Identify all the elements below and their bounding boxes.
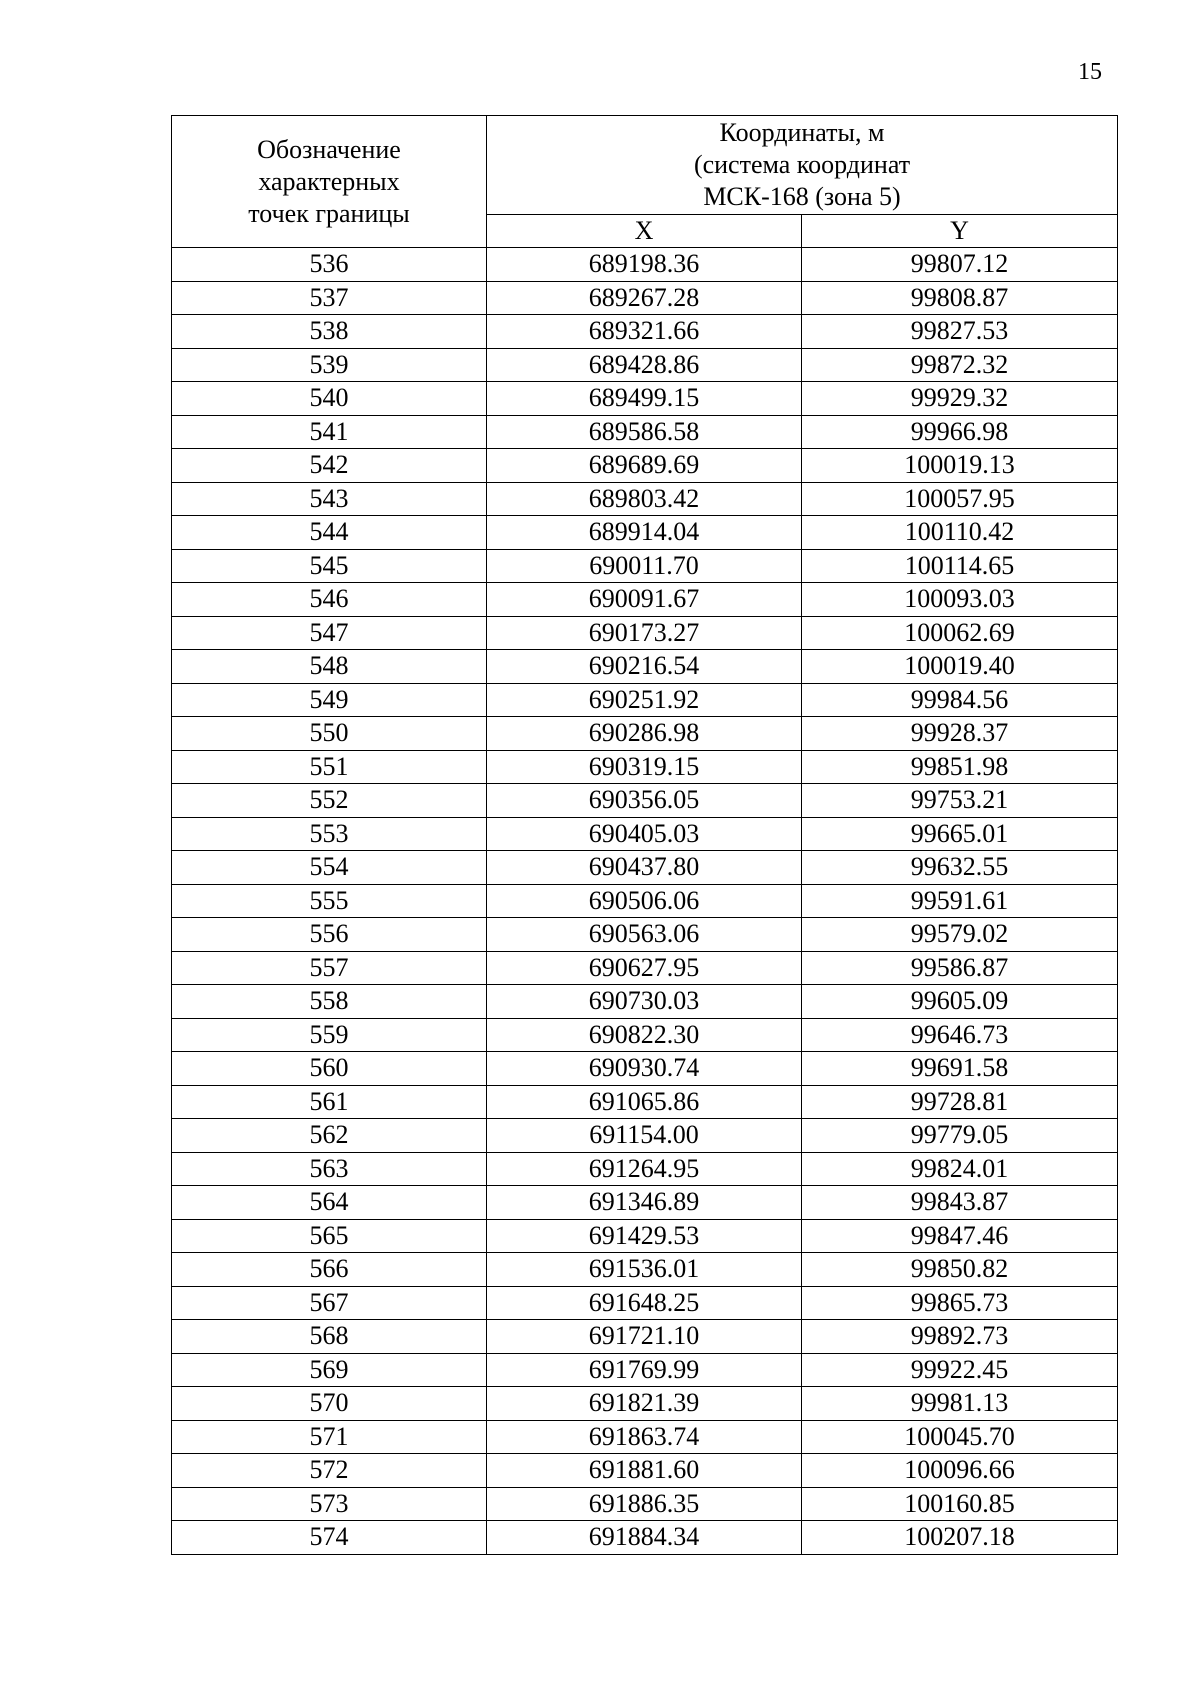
table-row	[172, 348, 1118, 382]
y-coordinate-cell: 99865.73	[802, 1286, 1118, 1320]
point-number-cell: 555	[172, 884, 487, 918]
x-coordinate-cell: 690319.15	[487, 750, 802, 784]
x-coordinate-cell: 690930.74	[487, 1052, 802, 1086]
point-number-cell: 551	[172, 750, 487, 784]
table-row	[172, 382, 1118, 416]
table-row	[172, 583, 1118, 617]
table-row	[172, 482, 1118, 516]
table-row	[172, 1521, 1118, 1555]
table-row	[172, 817, 1118, 851]
x-coordinate-cell: 691264.95	[487, 1152, 802, 1186]
point-number-cell: 569	[172, 1353, 487, 1387]
x-coordinate-cell: 689689.69	[487, 449, 802, 483]
x-coordinate-cell: 691881.60	[487, 1454, 802, 1488]
table-row	[172, 281, 1118, 315]
x-coordinate-cell: 690563.06	[487, 918, 802, 952]
x-coordinate-cell: 690173.27	[487, 616, 802, 650]
x-coordinate-cell: 691648.25	[487, 1286, 802, 1320]
x-coordinate-cell: 691536.01	[487, 1253, 802, 1287]
point-number-cell: 550	[172, 717, 487, 751]
x-coordinate-cell: 691346.89	[487, 1186, 802, 1220]
table-row	[172, 784, 1118, 818]
y-coordinate-cell: 100062.69	[802, 616, 1118, 650]
point-number-cell: 548	[172, 650, 487, 684]
page-number: 15	[1078, 59, 1102, 85]
x-coordinate-cell: 689914.04	[487, 516, 802, 550]
table-row	[172, 449, 1118, 483]
coordinates-header: Координаты, м (система координат МСК-168 (зона 5)	[487, 116, 1118, 215]
point-number-cell: 568	[172, 1320, 487, 1354]
y-column-header: Y	[802, 215, 1118, 248]
point-number-cell: 542	[172, 449, 487, 483]
point-number-cell: 564	[172, 1186, 487, 1220]
x-coordinate-cell: 689803.42	[487, 482, 802, 516]
table-row	[172, 1152, 1118, 1186]
point-number-cell: 559	[172, 1018, 487, 1052]
y-coordinate-cell: 100114.65	[802, 549, 1118, 583]
table-row	[172, 248, 1118, 282]
x-coordinate-cell: 690091.67	[487, 583, 802, 617]
y-coordinate-cell: 100045.70	[802, 1420, 1118, 1454]
point-number-cell: 546	[172, 583, 487, 617]
y-coordinate-cell: 100057.95	[802, 482, 1118, 516]
x-coordinate-cell: 691886.35	[487, 1487, 802, 1521]
x-coordinate-cell: 689267.28	[487, 281, 802, 315]
x-coordinate-cell: 691154.00	[487, 1119, 802, 1153]
table-row	[172, 315, 1118, 349]
x-coordinate-cell: 690286.98	[487, 717, 802, 751]
point-number-cell: 558	[172, 985, 487, 1019]
table-row	[172, 1253, 1118, 1287]
y-coordinate-cell: 99847.46	[802, 1219, 1118, 1253]
point-number-cell: 541	[172, 415, 487, 449]
table-row	[172, 918, 1118, 952]
table-header	[172, 116, 1118, 248]
table-row	[172, 415, 1118, 449]
point-number-cell: 571	[172, 1420, 487, 1454]
y-coordinate-cell: 99824.01	[802, 1152, 1118, 1186]
coordinates-table	[171, 115, 1118, 1555]
table-row	[172, 1119, 1118, 1153]
y-coordinate-cell: 99691.58	[802, 1052, 1118, 1086]
y-coordinate-cell: 99579.02	[802, 918, 1118, 952]
table-row	[172, 616, 1118, 650]
point-number-cell: 561	[172, 1085, 487, 1119]
table-row	[172, 516, 1118, 550]
x-coordinate-cell: 691821.39	[487, 1387, 802, 1421]
table-row	[172, 884, 1118, 918]
y-coordinate-cell: 99605.09	[802, 985, 1118, 1019]
point-number-cell: 540	[172, 382, 487, 416]
x-coordinate-cell: 691429.53	[487, 1219, 802, 1253]
table-row	[172, 985, 1118, 1019]
point-number-cell: 554	[172, 851, 487, 885]
table-row	[172, 1387, 1118, 1421]
x-column-header: X	[487, 215, 802, 248]
x-coordinate-cell: 691065.86	[487, 1085, 802, 1119]
x-coordinate-cell: 690011.70	[487, 549, 802, 583]
point-number-cell: 567	[172, 1286, 487, 1320]
point-number-cell: 536	[172, 248, 487, 282]
x-coordinate-cell: 689586.58	[487, 415, 802, 449]
y-coordinate-cell: 99966.98	[802, 415, 1118, 449]
table-row	[172, 1420, 1118, 1454]
point-number-cell: 573	[172, 1487, 487, 1521]
table-body	[172, 248, 1118, 1555]
point-number-cell: 565	[172, 1219, 487, 1253]
y-coordinate-cell: 99892.73	[802, 1320, 1118, 1354]
table-row	[172, 851, 1118, 885]
y-coordinate-cell: 100019.40	[802, 650, 1118, 684]
point-number-cell: 570	[172, 1387, 487, 1421]
point-number-cell: 543	[172, 482, 487, 516]
point-number-cell: 537	[172, 281, 487, 315]
x-coordinate-cell: 689198.36	[487, 248, 802, 282]
y-coordinate-cell: 100096.66	[802, 1454, 1118, 1488]
point-number-cell: 544	[172, 516, 487, 550]
table-row	[172, 1454, 1118, 1488]
x-coordinate-cell: 689321.66	[487, 315, 802, 349]
y-coordinate-cell: 100110.42	[802, 516, 1118, 550]
y-coordinate-cell: 99779.05	[802, 1119, 1118, 1153]
point-number-cell: 553	[172, 817, 487, 851]
table-row	[172, 1018, 1118, 1052]
point-number-cell: 538	[172, 315, 487, 349]
table-row	[172, 1219, 1118, 1253]
table-row	[172, 951, 1118, 985]
point-number-cell: 560	[172, 1052, 487, 1086]
y-coordinate-cell: 100207.18	[802, 1521, 1118, 1555]
table-row	[172, 1353, 1118, 1387]
table-row	[172, 549, 1118, 583]
point-number-cell: 547	[172, 616, 487, 650]
y-coordinate-cell: 99753.21	[802, 784, 1118, 818]
point-designation-header: Обозначение характерных точек границы	[172, 116, 487, 248]
table-row	[172, 1487, 1118, 1521]
table-row	[172, 683, 1118, 717]
y-coordinate-cell: 99591.61	[802, 884, 1118, 918]
y-coordinate-cell: 99665.01	[802, 817, 1118, 851]
x-coordinate-cell: 690216.54	[487, 650, 802, 684]
y-coordinate-cell: 99646.73	[802, 1018, 1118, 1052]
table-row	[172, 650, 1118, 684]
y-coordinate-cell: 99981.13	[802, 1387, 1118, 1421]
x-coordinate-cell: 690251.92	[487, 683, 802, 717]
x-coordinate-cell: 689499.15	[487, 382, 802, 416]
y-coordinate-cell: 99632.55	[802, 851, 1118, 885]
y-coordinate-cell: 100093.03	[802, 583, 1118, 617]
y-coordinate-cell: 99929.32	[802, 382, 1118, 416]
x-coordinate-cell: 689428.86	[487, 348, 802, 382]
point-number-cell: 562	[172, 1119, 487, 1153]
x-coordinate-cell: 691863.74	[487, 1420, 802, 1454]
y-coordinate-cell: 99808.87	[802, 281, 1118, 315]
point-number-cell: 566	[172, 1253, 487, 1287]
x-coordinate-cell: 690730.03	[487, 985, 802, 1019]
table-row	[172, 1320, 1118, 1354]
y-coordinate-cell: 100160.85	[802, 1487, 1118, 1521]
table-row	[172, 1052, 1118, 1086]
point-number-cell: 574	[172, 1521, 487, 1555]
point-number-cell: 539	[172, 348, 487, 382]
y-coordinate-cell: 99984.56	[802, 683, 1118, 717]
x-coordinate-cell: 690356.05	[487, 784, 802, 818]
point-number-cell: 556	[172, 918, 487, 952]
x-coordinate-cell: 691721.10	[487, 1320, 802, 1354]
x-coordinate-cell: 691769.99	[487, 1353, 802, 1387]
y-coordinate-cell: 99850.82	[802, 1253, 1118, 1287]
table-row	[172, 1286, 1118, 1320]
point-number-cell: 545	[172, 549, 487, 583]
table-row	[172, 717, 1118, 751]
y-coordinate-cell: 99928.37	[802, 717, 1118, 751]
point-number-cell: 552	[172, 784, 487, 818]
point-number-cell: 572	[172, 1454, 487, 1488]
y-coordinate-cell: 99843.87	[802, 1186, 1118, 1220]
point-number-cell: 557	[172, 951, 487, 985]
y-coordinate-cell: 99827.53	[802, 315, 1118, 349]
y-coordinate-cell: 99728.81	[802, 1085, 1118, 1119]
table-row	[172, 1186, 1118, 1220]
y-coordinate-cell: 100019.13	[802, 449, 1118, 483]
table-row	[172, 750, 1118, 784]
y-coordinate-cell: 99586.87	[802, 951, 1118, 985]
y-coordinate-cell: 99872.32	[802, 348, 1118, 382]
y-coordinate-cell: 99922.45	[802, 1353, 1118, 1387]
x-coordinate-cell: 691884.34	[487, 1521, 802, 1555]
x-coordinate-cell: 690437.80	[487, 851, 802, 885]
x-coordinate-cell: 690627.95	[487, 951, 802, 985]
x-coordinate-cell: 690506.06	[487, 884, 802, 918]
x-coordinate-cell: 690405.03	[487, 817, 802, 851]
point-number-cell: 563	[172, 1152, 487, 1186]
table-row	[172, 1085, 1118, 1119]
point-number-cell: 549	[172, 683, 487, 717]
x-coordinate-cell: 690822.30	[487, 1018, 802, 1052]
y-coordinate-cell: 99807.12	[802, 248, 1118, 282]
y-coordinate-cell: 99851.98	[802, 750, 1118, 784]
